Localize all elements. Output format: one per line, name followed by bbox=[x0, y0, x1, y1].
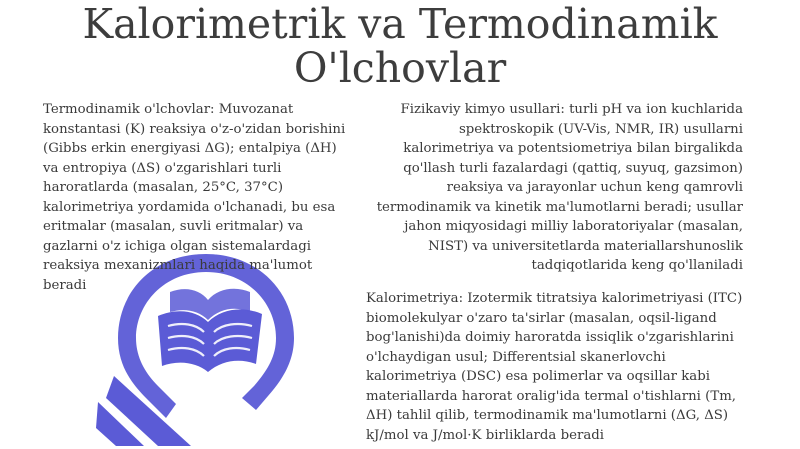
thermodynamic-measurements-paragraph: Termodinamik o'lchovlar: Muvozanat konstantasi (K) reaksiya o'z-o'zidan borishini (Gibbs erkin energiyasi ΔG); entalpiya (ΔH) va entropiya (ΔS) o'zgarishlari turli haroratlarda (masalan, 25°C, 37°C) kalorimetriya yordamida o'lchanadi, bu esa eritmalar (masalan, suvli eritmalar) va gazlarni o'z ichiga olgan sistemalardagi reaksiya mexanizmlari haqida ma'lumot beradi bbox=[43, 102, 346, 293]
physical-chemistry-methods-paragraph: Fizikaviy kimyo usullari: turli pH va ion kuchlarida spektroskopik (UV-Vis, NMR, IR) usullarni kalorimetriya va potentsiometriya bilan birgalikda qo'llash turli fazalardagi (qattiq, suyuq, gazsimon) reaksiya va jarayonlar uchun keng qamrovli termodinamik va kinetik ma'lumotlarni beradi; usullar jahon miqyosidagi milliy laboratoriyalar (masalan, NIST) va universitetlarda materiallarshunoslik tadqiqotlarida keng qo'llaniladi bbox=[376, 102, 743, 273]
page-title: Kalorimetrik va Termodinamik O'lchovlar bbox=[82, 0, 718, 92]
calorimetry-paragraph: Kalorimetriya: Izotermik titratsiya kalorimetriyasi (ITC) biomolekulyar o'zaro ta'sirlar (masalan, oqsil-ligand bog'lanishi)da doimiy haroratda issiqlik o'zgarishlarini o'lchaydigan usul; Differentsial skanerlovchi kalorimetriya (DSC) esa polimerlar va oqsillar kabi materiallarda harorat oralig'ida termal o'tishlarni (Tm, ΔH) tahlil qilib, termodinamik ma'lumotlarni (ΔG, ΔS) kJ/mol va J/mol·K birliklarda beradi bbox=[366, 291, 743, 443]
